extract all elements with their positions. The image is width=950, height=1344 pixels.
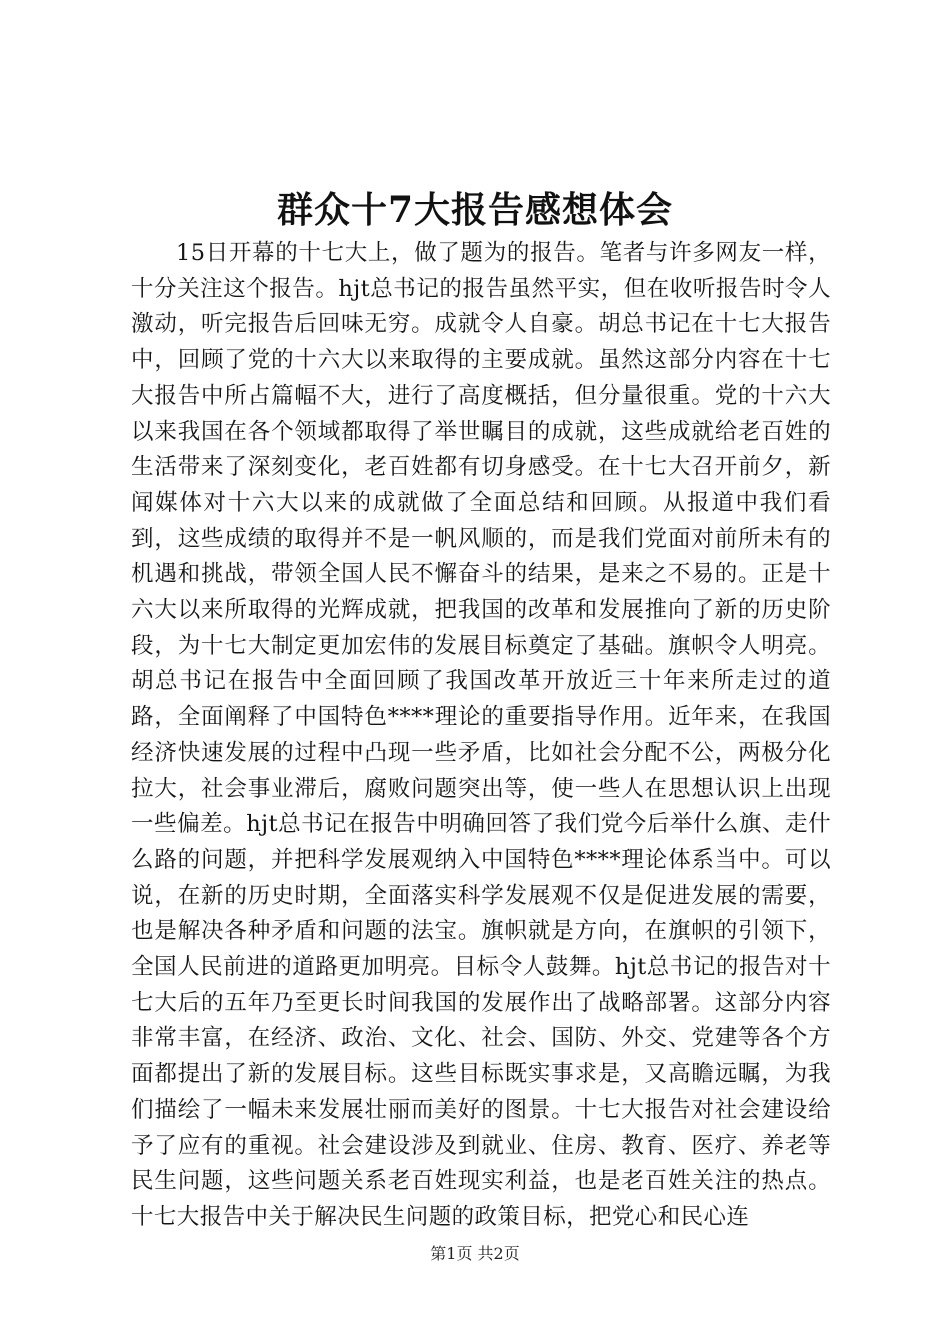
page-number-footer: 第1页 共2页	[430, 1244, 520, 1263]
document-body-paragraph: 15日开幕的十七大上，做了题为的报告。笔者与许多网友一样，十分关注这个报告。hjt总书记的报告虽然平实，但在收听报告时令人激动，听完报告后回味无穷。成就令人自豪。胡总书记在十七大报告中，回顾了党的十六大以来取得的主要成就。虽然这部分内容在十七大报告中所占篇幅不大，进行了高度概括，但分量很重。党的十六大以来我国在各个领域都取得了举世瞩目的成就，这些成就给老百姓的生活带来了深刻变化，老百姓都有切身感受。在十七大召开前夕，新闻媒体对十六大以来的成就做了全面总结和回顾。从报道中我们看到，这些成绩的取得并不是一帆风顺的，而是我们党面对前所未有的机遇和挑战，带领全国人民不懈奋斗的结果，是来之不易的。正是十六大以来所取得的光辉成就，把我国的改革和发展推向了新的历史阶段，为十七大制定更加宏伟的发展目标奠定了基础。旗帜令人明亮。胡总书记在报告中全面回顾了我国改革开放近三十年来所走过的道路，全面阐释了中国特色****理论的重要指导作用。近年来，在我国经济快速发展的过程中凸现一些矛盾，比如社会分配不公，两极分化拉大，社会事业滞后，腐败问题突出等，使一些人在思想认识上出现一些偏差。hjt总书记在报告中明确回答了我们党今后举什么旗、走什么路的问题，并把科学发展观纳入中国特色****理论体系当中。可以说，在新的历史时期，全面落实科学发展观不仅是促进发展的需要，也是解决各种矛盾和问题的法宝。旗帜就是方向，在旗帜的引领下，全国人民前进的道路更加明亮。目标令人鼓舞。hjt总书记的报告对十七大后的五年乃至更长时间我国的发展作出了战略部署。这部分内容非常丰富，在经济、政治、文化、社会、国防、外交、党建等各个方面都提出了新的发展目标。这些目标既实事求是，又高瞻远瞩，为我们描绘了一幅未来发展壮丽而美好的图景。十七大报告对社会建设给予了应有的重视。社会建设涉及到就业、住房、教育、医疗、养老等民生问题，这些问题关系老百姓现实利益，也是老百姓关注的热点。十七大报告中关于解决民生问题的政策目标，把党心和民心连	[131, 240, 831, 1230]
document-title: 群众十7大报告感想体会	[276, 189, 674, 231]
